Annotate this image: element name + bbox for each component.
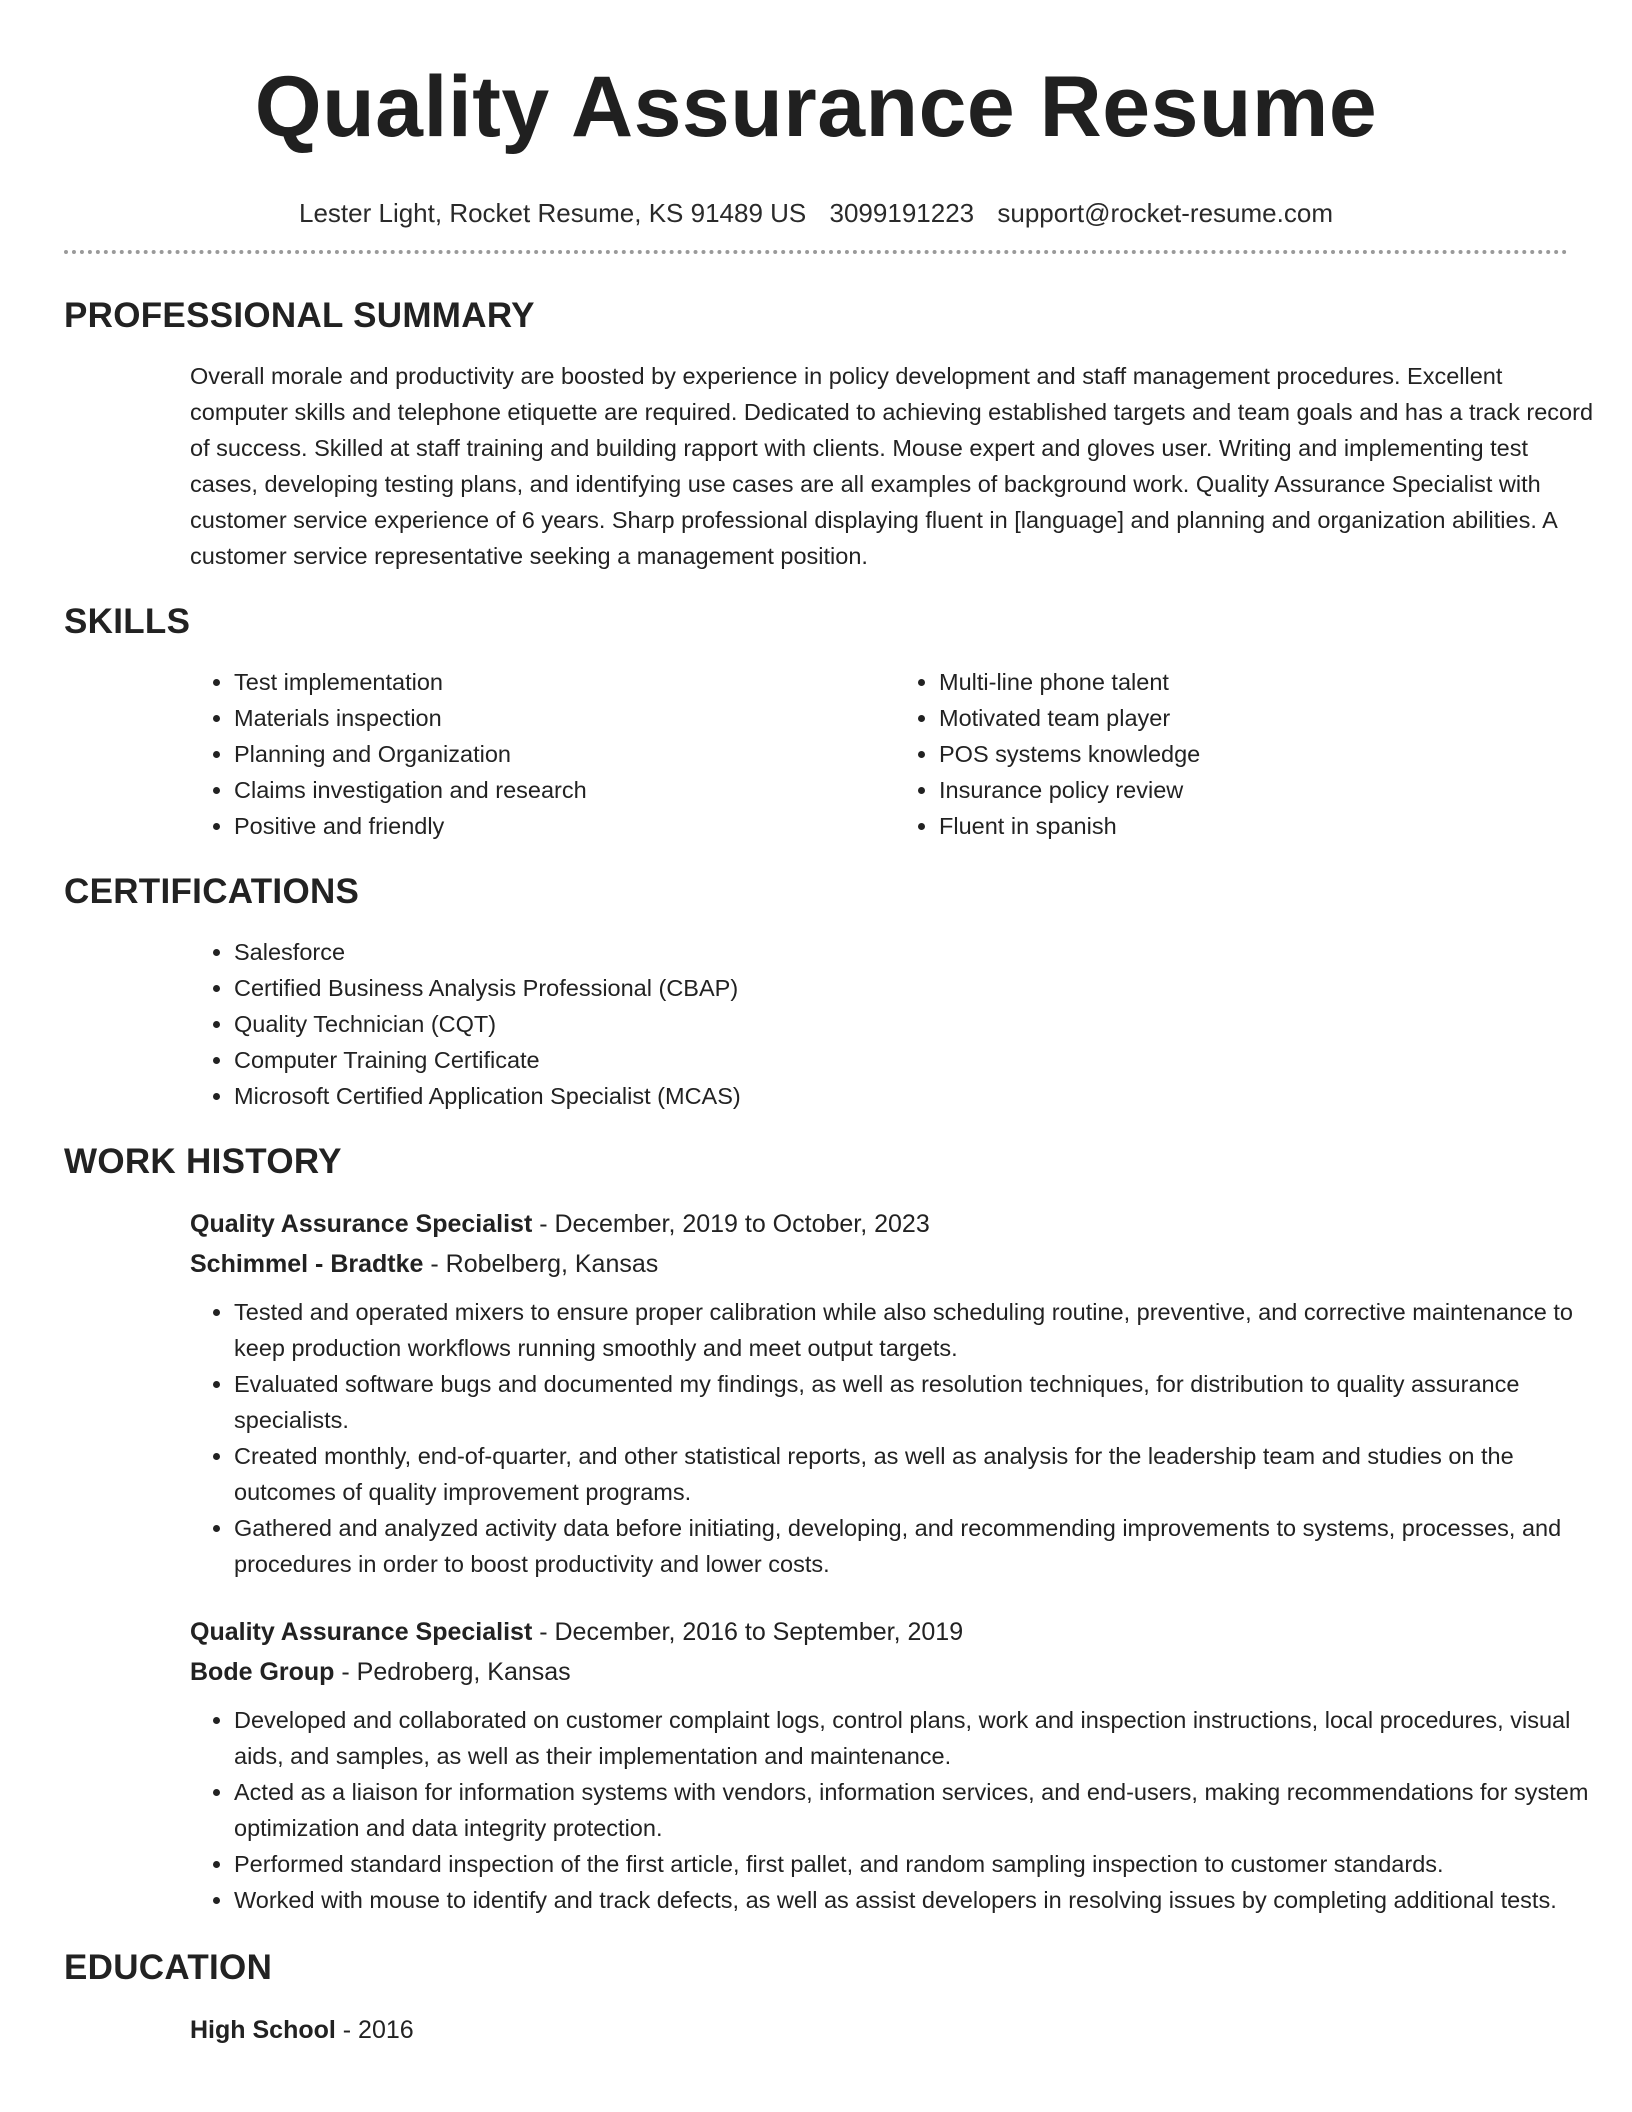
job-bullet: • Worked with mouse to identify and track defects, as well as assist developers in resolving issues by completing additional tests. xyxy=(234,1882,1600,1918)
job-company: Schimmel - Bradtke xyxy=(190,1250,424,1278)
certifications-heading: CERTIFICATIONS xyxy=(64,872,360,911)
job-bullet: • Evaluated software bugs and documented my findings, as well as resolution techniques, for distribution to quality assurance specialists. xyxy=(234,1366,1600,1438)
job-title: Quality Assurance Specialist xyxy=(190,1618,533,1646)
skill-item: • Multi-line phone talent xyxy=(939,664,1600,700)
summary-heading: PROFESSIONAL SUMMARY xyxy=(64,296,535,335)
certification-item: • Quality Technician (CQT) xyxy=(234,1006,1600,1042)
job-bullets xyxy=(190,1294,1600,1582)
work-history-section xyxy=(64,1142,1589,1918)
skill-item: • Test implementation xyxy=(234,664,895,700)
job-entry xyxy=(190,1204,1600,1582)
skills-list-left xyxy=(190,664,895,844)
job-title: Quality Assurance Specialist xyxy=(190,1210,533,1238)
certification-item: • Salesforce xyxy=(234,934,1600,970)
skill-item: • Motivated team player xyxy=(939,700,1600,736)
certification-item: • Microsoft Certified Application Specialist (MCAS) xyxy=(234,1078,1600,1114)
certification-item: • Computer Training Certificate xyxy=(234,1042,1600,1078)
skills-heading: SKILLS xyxy=(64,602,191,641)
job-company-line xyxy=(190,1244,1600,1284)
skill-item: • Planning and Organization xyxy=(234,736,895,772)
education-degree: High School xyxy=(190,2016,336,2044)
contact-line xyxy=(0,198,1632,229)
work-history-heading: WORK HISTORY xyxy=(64,1142,342,1181)
resume-title: Quality Assurance Resume xyxy=(254,59,1378,155)
job-company: Bode Group xyxy=(190,1658,335,1686)
skill-item: • Claims investigation and research xyxy=(234,772,895,808)
header-divider xyxy=(64,250,1568,254)
skill-item: • Materials inspection xyxy=(234,700,895,736)
contact-email: support@rocket-resume.com xyxy=(997,198,1333,228)
job-bullet: • Tested and operated mixers to ensure proper calibration while also scheduling routine, preventive, and corrective maintenance to keep production workflows running smoothly and meet output targets. xyxy=(234,1294,1600,1366)
certifications-section xyxy=(64,872,1568,1114)
education-section xyxy=(64,1948,1568,2050)
resume-header xyxy=(0,0,1632,229)
job-bullets xyxy=(190,1702,1600,1918)
summary-text: Overall morale and productivity are boosted by experience in policy development and staff management procedures. Excellent computer skills and telephone etiquette are required. Dedicated to achieving established targets and team goals and has a track record of success. Skilled at staff training and building rapport with clients. Mouse expert and gloves user. Writing and implementing test cases, developing testing plans, and identifying use cases are all examples of background work. Quality Assurance Specialist with customer service experience of 6 years. Sharp professional displaying fluent in [language] and planning and organization abilities. A customer service representative seeking a management position. xyxy=(190,363,1594,569)
job-title-line xyxy=(190,1204,1600,1244)
job-location: - Robelberg, Kansas xyxy=(423,1250,659,1278)
education-heading: EDUCATION xyxy=(64,1948,273,1987)
job-dates: - December, 2016 to September, 2019 xyxy=(532,1618,964,1646)
job-title-line xyxy=(190,1612,1600,1652)
job-bullet: • Developed and collaborated on customer complaint logs, control plans, work and inspection instructions, local procedures, visual aids, and samples, as well as their implementation and maintenance. xyxy=(234,1702,1600,1774)
certification-item: • Certified Business Analysis Professional (CBAP) xyxy=(234,970,1600,1006)
contact-phone: 3099191223 xyxy=(829,198,975,228)
skills-list-right xyxy=(895,664,1600,844)
job-entry xyxy=(190,1612,1600,1918)
resume-content xyxy=(64,296,1594,2078)
skill-item: • Insurance policy review xyxy=(939,772,1600,808)
certifications-list xyxy=(190,934,1600,1114)
job-company-line xyxy=(190,1652,1600,1692)
skill-item: • Positive and friendly xyxy=(234,808,895,844)
job-dates: - December, 2019 to October, 2023 xyxy=(532,1210,930,1238)
job-bullet: • Acted as a liaison for information systems with vendors, information services, and end-users, making recommendations for system optimization and data integrity protection. xyxy=(234,1774,1600,1846)
job-bullet: • Created monthly, end-of-quarter, and other statistical reports, as well as analysis for the leadership team and studies on the outcomes of quality improvement programs. xyxy=(234,1438,1600,1510)
skill-item: • POS systems knowledge xyxy=(939,736,1600,772)
skill-item: • Fluent in spanish xyxy=(939,808,1600,844)
education-entry xyxy=(190,2010,1600,2050)
summary-section xyxy=(64,296,1594,574)
education-year: - 2016 xyxy=(335,2016,414,2044)
job-bullet: • Performed standard inspection of the first article, first pallet, and random sampling inspection to customer standards. xyxy=(234,1846,1600,1882)
skills-section xyxy=(64,602,1568,844)
contact-address: Lester Light, Rocket Resume, KS 91489 US xyxy=(299,198,807,228)
job-bullet: • Gathered and analyzed activity data before initiating, developing, and recommending improvements to systems, processes, and procedures in order to boost productivity and lower costs. xyxy=(234,1510,1600,1582)
job-location: - Pedroberg, Kansas xyxy=(334,1658,571,1686)
